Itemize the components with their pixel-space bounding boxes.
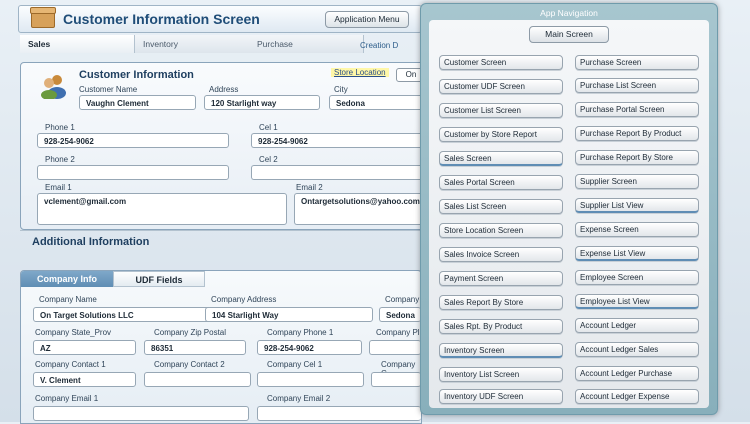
cel2-field[interactable] <box>251 165 424 180</box>
nav-employee-screen[interactable]: Employee Screen <box>575 270 699 285</box>
phone1-label: Phone 1 <box>45 123 75 132</box>
company-phone2-field[interactable] <box>369 340 421 355</box>
company-phone1-field[interactable]: 928-254-9062 <box>257 340 362 355</box>
nav-supplier-list-view[interactable]: Supplier List View <box>575 198 699 213</box>
nav-purchase-portal-screen[interactable]: Purchase Portal Screen <box>575 102 699 117</box>
creation-date-label: Creation D <box>360 41 399 50</box>
nav-purchase-screen[interactable]: Purchase Screen <box>575 55 699 70</box>
email1-field[interactable]: vclement@gmail.com <box>37 193 287 225</box>
company-phone1-label: Company Phone 1 <box>267 328 334 337</box>
nav-sales-list-screen[interactable]: Sales List Screen <box>439 199 563 214</box>
company-address-label: Company Address <box>211 295 277 304</box>
company-zip-field[interactable]: 86351 <box>144 340 246 355</box>
cel1-field[interactable]: 928-254-9062 <box>251 133 424 148</box>
app-navigation-popup <box>420 3 718 415</box>
customer-name-field[interactable]: Vaughn Clement <box>79 95 196 110</box>
nav-customer-screen[interactable]: Customer Screen <box>439 55 563 70</box>
tab-udf-fields[interactable]: UDF Fields <box>113 271 205 287</box>
tab-purchase[interactable]: Purchase <box>249 35 364 53</box>
nav-expense-screen[interactable]: Expense Screen <box>575 222 699 237</box>
company-city-label: Company <box>385 295 420 304</box>
tab-sales[interactable]: Sales <box>20 35 135 53</box>
company-name-field[interactable]: On Target Solutions LLC <box>33 307 216 322</box>
nav-inventory-list-screen[interactable]: Inventory List Screen <box>439 367 563 382</box>
company-email2-field[interactable] <box>257 406 421 421</box>
page-title: Customer Information Screen <box>63 11 260 27</box>
company-contact2-label: Company Contact 2 <box>154 360 225 369</box>
nav-account-ledger[interactable]: Account Ledger <box>575 318 699 333</box>
tab-company-info[interactable]: Company Info <box>21 271 113 287</box>
nav-expense-list-view[interactable]: Expense List View <box>575 246 699 261</box>
nav-inventory-udf-screen[interactable]: Inventory UDF Screen <box>439 389 563 404</box>
nav-customer-list-screen[interactable]: Customer List Screen <box>439 103 563 118</box>
tab-inventory[interactable]: Inventory <box>135 35 250 53</box>
company-cel2-field[interactable] <box>371 372 421 387</box>
on-toggle[interactable]: On <box>396 68 426 82</box>
nav-sales-portal-screen[interactable]: Sales Portal Screen <box>439 175 563 190</box>
phone1-field[interactable]: 928-254-9062 <box>37 133 229 148</box>
company-cel1-field[interactable] <box>257 372 364 387</box>
company-city-field[interactable]: Sedona <box>379 307 421 322</box>
customer-section-title: Customer Information <box>79 69 194 81</box>
application-menu-button[interactable]: Application Menu <box>325 11 409 28</box>
nav-account-ledger-sales[interactable]: Account Ledger Sales <box>575 342 699 357</box>
company-cel1-label: Company Cel 1 <box>267 360 323 369</box>
nav-account-ledger-expense[interactable]: Account Ledger Expense <box>575 389 699 404</box>
nav-sales-rpt-by-product[interactable]: Sales Rpt. By Product <box>439 319 563 334</box>
email2-field[interactable]: Ontargetsolutions@yahoo.com <box>294 193 424 225</box>
company-name-label: Company Name <box>39 295 97 304</box>
customer-name-label: Customer Name <box>79 85 138 94</box>
nav-sales-invoice-screen[interactable]: Sales Invoice Screen <box>439 247 563 262</box>
company-zip-label: Company Zip Postal <box>154 328 227 337</box>
nav-inventory-screen[interactable]: Inventory Screen <box>439 343 563 358</box>
nav-payment-screen[interactable]: Payment Screen <box>439 271 563 286</box>
store-location-link[interactable]: Store Location <box>331 68 389 77</box>
nav-purchase-report-by-product[interactable]: Purchase Report By Product <box>575 126 699 141</box>
nav-customer-udf-screen[interactable]: Customer UDF Screen <box>439 79 563 94</box>
nav-purchase-list-screen[interactable]: Purchase List Screen <box>575 78 699 93</box>
nav-store-location-screen[interactable]: Store Location Screen <box>439 223 563 238</box>
customer-info-panel <box>20 62 427 230</box>
city-label: City <box>334 85 348 94</box>
box-icon <box>31 11 55 28</box>
company-email1-field[interactable] <box>33 406 249 421</box>
nav-supplier-screen[interactable]: Supplier Screen <box>575 174 699 189</box>
company-contact1-field[interactable]: V. Clement <box>33 372 136 387</box>
company-email2-label: Company Email 2 <box>267 394 331 403</box>
phone2-field[interactable] <box>37 165 229 180</box>
nav-button-area <box>429 20 709 408</box>
company-email1-label: Company Email 1 <box>35 394 99 403</box>
email2-label: Email 2 <box>296 183 323 192</box>
nav-sales-report-by-store[interactable]: Sales Report By Store <box>439 295 563 310</box>
company-state-field[interactable]: AZ <box>33 340 136 355</box>
city-field[interactable]: Sedona <box>329 95 424 110</box>
nav-title: App Navigation <box>540 8 598 18</box>
company-contact1-label: Company Contact 1 <box>35 360 106 369</box>
main-screen-button[interactable]: Main Screen <box>529 26 609 43</box>
email1-label: Email 1 <box>45 183 72 192</box>
people-icon <box>39 73 69 99</box>
company-panel <box>20 270 422 424</box>
address-label: Address <box>209 85 239 94</box>
company-phone2-label: Company Pl <box>376 328 420 337</box>
cel1-label: Cel 1 <box>259 123 278 132</box>
company-cel2-label: Company <box>381 360 416 369</box>
nav-purchase-report-by-store[interactable]: Purchase Report By Store <box>575 150 699 165</box>
nav-employee-list-view[interactable]: Employee List View <box>575 294 699 309</box>
company-address-field[interactable]: 104 Starlight Way <box>205 307 373 322</box>
nav-account-ledger-purchase[interactable]: Account Ledger Purchase <box>575 366 699 381</box>
address-field[interactable]: 120 Starlight way <box>204 95 320 110</box>
company-state-label: Company State_Prov <box>35 328 112 337</box>
additional-info-title: Additional Information <box>32 236 150 248</box>
phone2-label: Phone 2 <box>45 155 75 164</box>
screen-header <box>18 5 422 33</box>
nav-customer-by-store-report[interactable]: Customer by Store Report <box>439 127 563 142</box>
company-contact2-field[interactable] <box>144 372 251 387</box>
nav-sales-screen[interactable]: Sales Screen <box>439 151 563 166</box>
cel2-label: Cel 2 <box>259 155 278 164</box>
